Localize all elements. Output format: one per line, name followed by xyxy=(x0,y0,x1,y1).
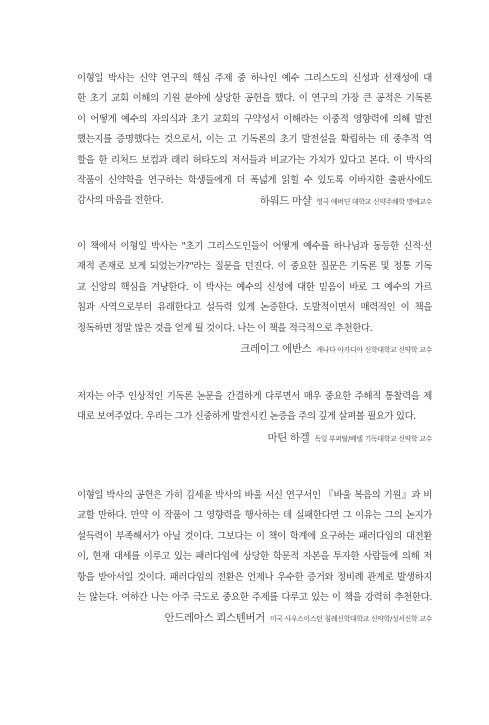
endorsement-line: 교 신앙의 핵심을 겨냥한다. 이 박사는 예수의 신성에 대한 믿음이 바로 그 예수의 가르 xyxy=(77,281,432,293)
endorsement-line: 감사의 마음을 전한다. xyxy=(77,195,164,207)
endorsement-last-line-with-signature xyxy=(77,191,432,212)
endorsement-line: 설득력이 부족해서가 아닐 것이다. 그보다는 이 책이 학계에 요구하는 패러다임의 대전환 xyxy=(77,530,432,542)
endorsement-kostenberger xyxy=(77,486,432,630)
endorser-signature xyxy=(77,428,432,449)
endorsement-line: 한 초기 교회 이해의 기원 분야에 상당한 공헌을 했다. 이 연구의 가장 큰 공적은 기독론 xyxy=(77,93,432,105)
endorsement-marshall xyxy=(77,69,432,213)
endorser-name: 크레이그 에반스 xyxy=(240,343,312,356)
endorser-signature xyxy=(77,608,432,629)
endorser-name: 하워드 마샬 xyxy=(259,195,312,208)
endorsement-line: 할을 한 리처드 보컴과 래리 허타도의 저서들과 비교가는 가치가 있다고 본다. 이 박사의 xyxy=(77,154,432,166)
endorser-title: 독일 부퍼탈/베델 기독대학교 신약학 교수 xyxy=(314,434,432,443)
endorser-signature xyxy=(260,191,432,212)
endorser-title: 영국 애버딘 대학교 신약주해학 명예교수 xyxy=(316,198,432,207)
endorser-name: 마틴 하겔 xyxy=(267,431,310,444)
endorsement-evans xyxy=(77,237,432,360)
endorsement-hengel xyxy=(77,387,432,449)
endorsement-line: 이형일 박사는 신약 연구의 핵심 주제 중 하나인 예수 그리스도의 신성과 선재성에 대 xyxy=(77,73,432,84)
endorsement-line: 이 책에서 이형일 박사는 "초기 그리스도인들이 어떻게 예수를 하나님과 동등한 신적·선 xyxy=(77,241,432,252)
endorser-title: 캐나다 아카디아 신학대학교 신약학 교수 xyxy=(316,346,432,355)
endorser-title: 미국 사우스이스턴 침례신학대학교 신약학/성서신학 교수 xyxy=(269,615,432,624)
endorsement-line: 교할 만하다. 만약 이 작품이 그 영향력을 행사하는 데 실패한다면 그 이유는 그의 논지가 xyxy=(77,510,432,522)
endorsement-line: 는 않는다. 여하간 나는 아주 극도로 중요한 주제를 다루고 있는 이 책을 강력히 추천한다. xyxy=(77,592,432,604)
endorsement-line: 정독하면 정말 많은 것을 얻게 될 것이다. 나는 이 책을 적극적으로 추천한다. xyxy=(77,322,373,334)
endorsement-line: 했는지를 증명했다는 것으로서, 이는 고 기독론의 초기 발전설을 확립하는 데 중추적 역 xyxy=(77,134,432,146)
endorsement-line: 이형일 박사의 공헌은 가히 김세윤 박사의 바울 서신 연구서인 『바울 복음의 기원』과 비 xyxy=(77,490,432,501)
endorsement-line: 대로 보여주었다. 우리는 그가 신중하게 발전시킨 논증을 주의 깊게 살펴볼 필요가 있다. xyxy=(77,411,416,423)
endorsement-line: 작품이 신약학을 연구하는 학생들에게 더 폭넓게 읽힐 수 있도록 이바지한 출판사에도 xyxy=(77,175,432,187)
endorser-name: 안드레아스 쾨스텐버거 xyxy=(164,612,265,625)
endorsement-line: 이, 현재 대세를 이루고 있는 패러다임에 상당한 학문적 자본을 투자한 사람들에 의해 저 xyxy=(77,551,432,563)
endorsement-line: 항을 받아서일 것이다. 패러다임의 전환은 언제나 우수한 증거와 정비례 관계로 발생하지 xyxy=(77,571,432,583)
endorsement-line: 재적 존재로 보게 되었는가?"라는 질문을 던진다. 이 중요한 질문은 기독론 및 정통 기독 xyxy=(77,261,432,273)
endorsement-line: 이 어떻게 예수의 자의식과 초기 교회의 구약성서 이해라는 이중적 영향력에 의해 발전 xyxy=(77,113,432,125)
endorser-signature xyxy=(77,339,432,360)
endorsement-line: 침과 사역으로부터 유래한다고 설득력 있게 논증한다. 도발적이면서 매력적인 이 책을 xyxy=(77,302,432,314)
endorsement-line: 저자는 아주 인상적인 기독론 논문을 간결하게 다루면서 매우 중요한 주해적 통찰력을 제 xyxy=(77,391,432,402)
